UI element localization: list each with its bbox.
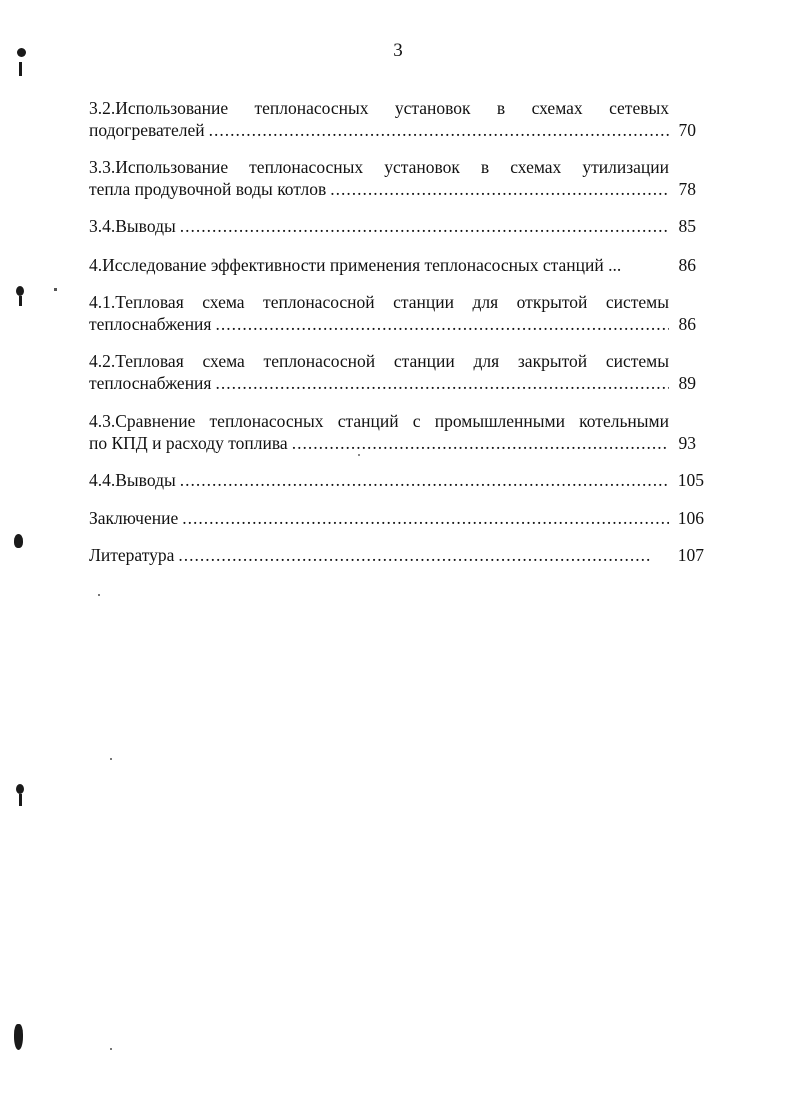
toc-page-number: 106 bbox=[677, 508, 704, 528]
toc-entry-4-3-line-1: 4.3.Сравнение теплонасосных станций с промышленными котельными bbox=[89, 411, 669, 431]
toc-entry-label: по КПД и расходу топлива bbox=[89, 433, 288, 453]
toc-entry-4-2-line-2 bbox=[89, 371, 669, 395]
toc-entry-label: теплоснабжения bbox=[89, 314, 212, 334]
toc-entry-label: 4.4.Выводы bbox=[89, 470, 176, 490]
toc-page-number: 78 bbox=[678, 179, 696, 199]
toc-entry-label: 3.4.Выводы bbox=[89, 216, 176, 236]
toc-entry-4-3-line-2 bbox=[89, 431, 669, 455]
toc-entry-literature bbox=[89, 543, 651, 567]
toc-entry-3-3-line-2 bbox=[89, 177, 669, 201]
scan-speck bbox=[54, 288, 57, 291]
toc-entry-3-2-line-2 bbox=[89, 118, 669, 142]
dot-leader bbox=[330, 177, 669, 201]
dot-leader bbox=[215, 312, 669, 336]
toc-entry-label: теплоснабжения bbox=[89, 373, 212, 393]
toc-page-number: 86 bbox=[678, 314, 696, 334]
dot-leader bbox=[178, 543, 651, 567]
toc-entry-4-4 bbox=[89, 468, 669, 492]
scan-speck bbox=[358, 454, 360, 456]
toc-page-number: 89 bbox=[678, 373, 696, 393]
dot-leader bbox=[215, 371, 669, 395]
dot-leader bbox=[209, 118, 669, 142]
binding-hole-mark bbox=[19, 62, 22, 76]
binding-hole-mark bbox=[19, 296, 22, 306]
dot-leader bbox=[180, 468, 669, 492]
page-number: 3 bbox=[393, 40, 403, 61]
toc-entry-4-1-line-2 bbox=[89, 312, 669, 336]
scan-speck bbox=[110, 758, 112, 760]
toc-entry-3-4 bbox=[89, 214, 669, 238]
binding-hole-mark bbox=[16, 784, 24, 794]
toc-entry-3-2-line-1: 3.2.Использование теплонасосных установок в схемах сетевых bbox=[89, 98, 669, 118]
toc-entry-label: Заключение bbox=[89, 508, 179, 528]
dot-leader bbox=[180, 214, 669, 238]
toc-entry-4-1-line-1: 4.1.Тепловая схема теплонасосной станции для открытой системы bbox=[89, 292, 669, 312]
toc-entry-4: 4.Исследование эффективности применения теплонасосных станций ... bbox=[89, 255, 622, 275]
toc-entry-label: подогревателей bbox=[89, 120, 205, 140]
toc-entry-label: тепла продувочной воды котлов bbox=[89, 179, 327, 199]
toc-page-number: 85 bbox=[678, 216, 696, 236]
toc-page-number: 86 bbox=[678, 255, 696, 275]
dot-leader bbox=[292, 431, 669, 455]
binding-hole-mark bbox=[14, 534, 23, 548]
toc-page-number: 105 bbox=[677, 470, 704, 490]
scan-speck bbox=[98, 594, 100, 596]
binding-hole-mark bbox=[16, 286, 24, 296]
dot-leader bbox=[182, 506, 669, 530]
toc-page-number: 93 bbox=[678, 433, 696, 453]
toc-entry-label: Литература bbox=[89, 545, 175, 565]
toc-entry-conclusion bbox=[89, 506, 669, 530]
toc-page-number: 70 bbox=[678, 120, 696, 140]
binding-hole-mark bbox=[19, 794, 22, 806]
binding-hole-mark bbox=[14, 1024, 23, 1050]
toc-entry-3-3-line-1: 3.3.Использование теплонасосных установок в схемах утилизации bbox=[89, 157, 669, 177]
toc-entry-4-2-line-1: 4.2.Тепловая схема теплонасосной станции для закрытой системы bbox=[89, 351, 669, 371]
scan-speck bbox=[110, 1048, 112, 1050]
binding-hole-mark bbox=[17, 48, 26, 57]
toc-page-number: 107 bbox=[677, 545, 704, 565]
